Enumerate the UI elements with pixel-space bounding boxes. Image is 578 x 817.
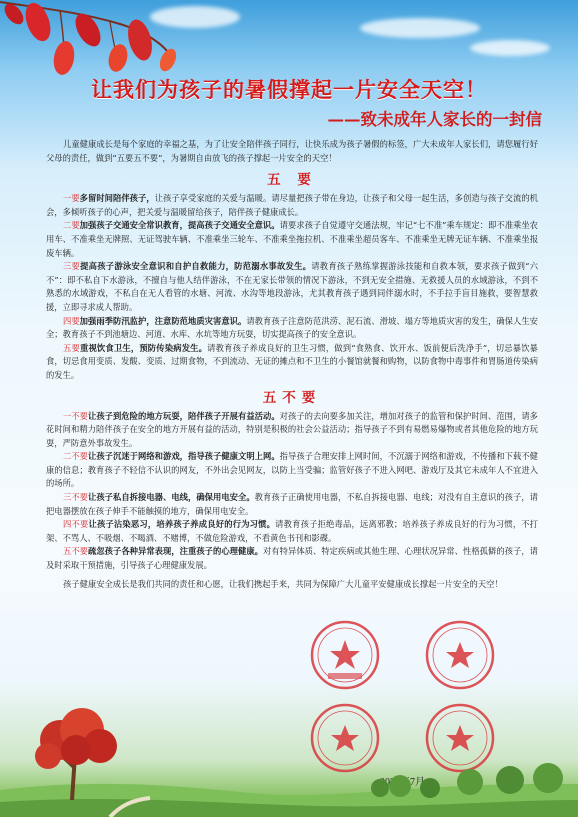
page-title: 让我们为孩子的暑假撑起一片安全天空！: [91, 77, 487, 102]
list-item: 三要提高孩子游泳安全意识和自护自救能力，防范溺水事故发生。请教育孩子熟练掌握游泳技能和自救本领，要求孩子做到“六不”：即不私自下水游泳，不擅自与他人结伴游泳，不在无家长带领的情况下游泳，不到无安全措施、无救援人员的水域游泳，不到不熟悉的水域游戏，不私自在无人看管的水塘、河流、水沟等地段游泳，尤其教育孩子遇到同伴溺水时，不手拉手盲目施救，要智慧救援，立即寻求成人帮助。: [46, 261, 538, 312]
list-item: 一要多留时间陪伴孩子，让孩子享受家庭的关爱与温暖。请尽量把孩子带在身边，让孩子和父母一起生活，多创造与孩子交流的机会，多倾听孩子的心声，把关爱与温暖留给孩子，陪伴孩子健康成长。: [46, 193, 538, 217]
list-item: 五要重视饮食卫生，预防传染病发生。请教育孩子养成良好的卫生习惯，做到“食熟食、饮开水、饭前便后洗净手”，切忌暴饮暴食，切忌食用变质、发酸、变质、过期食物，不到流动、无证的摊点和不卫生的小餐馆就餐和购物，以防食物中毒事件和胃肠道传染病的发生。: [46, 342, 538, 380]
letter-body: [46, 138, 538, 591]
red-tree-illustration: [20, 700, 130, 800]
list-item: 二要加强孩子交通安全常识教育，提高孩子交通安全意识。请要求孩子自觉遵守交通法规，牢记“七不准”乘车规定：即不准乘坐农用车、不准乘坐无牌照、无证驾驶车辆、不准乘坐三轮车、不准乘坐拖拉机、不准乘坐超员客车、不准乘坐无牌无证车辆、不准乘坐报废车辆。: [46, 220, 538, 258]
seal-stamp: [427, 622, 493, 688]
list-item: 四不要让孩子沾染恶习，培养孩子养成良好的行为习惯。请教育孩子拒绝毒品，远离邪教；培养孩子养成良好的行为习惯，不打架、不骂人、不吸烟、不喝酒、不赌博，不做危险游戏，不看黄色书刊和影碟。: [46, 519, 538, 543]
official-seals: [300, 618, 530, 778]
list-item: 三不要让孩子私自拆接电器、电线，确保用电安全。教育孩子正确使用电器，不私自拆接电器、电线；对没有自主意识的孩子，请把电器摆放在孩子伸手不能触摸的地方，确保用电安全。: [46, 492, 538, 516]
closing-paragraph: 孩子健康安全成长是我们共同的责任和心愿，让我们携起手来，共同为保障广大儿童平安健康成长撑起一片安全的天空！: [63, 578, 503, 589]
list-item: 四要加强雨季防汛监护，注意防范地质灾害意识。请教育孩子注意防范洪涝、泥石流、滑坡、塌方等地质灾害的发生，确保人生安全；教育孩子不到池塘边、河道、水库、水坑等地方玩耍，切实提高孩子的安全意识。: [46, 315, 538, 340]
list-item: 五不要疏忽孩子各种异常表现，注重孩子的心理健康。对有特异体质、特定疾病或其他生理、心理状况异常、性格孤僻的孩子，请及时采取干预措施，引导孩子心理健康发展。: [46, 546, 538, 571]
five-dos-heading: 五 要: [267, 172, 317, 189]
list-item: 二不要让孩子沉迷于网络和游戏，指导孩子健康文明上网。指导孩子合理安排上网时间，不沉溺于网络和游戏，不传播和下载不健康的信息；教育孩子不轻信不认识的网友，不外出会见网友，以防上当受骗；监管好孩子不进入网吧、游戏厅及其它未成年人不宜进入的场所。: [46, 451, 538, 489]
five-donts-heading: 五不要: [262, 389, 322, 406]
intro-paragraph: 儿童健康成长是每个家庭的幸福之基，为了让安全陪伴孩子同行，让快乐成为孩子暑假的标签，广大未成年人家长们，请您履行好父母的责任，做到“五要五不要”，为暑期自由放飞的孩子撑起一片安全的天空！: [46, 139, 538, 163]
cloud: [470, 40, 550, 56]
page-subtitle: ——致未成年人家长的一封信: [327, 110, 542, 129]
seal-stamp: [312, 622, 378, 688]
cloud: [360, 18, 480, 38]
list-item: 一不要让孩子到危险的地方玩耍，陪伴孩子开展有益活动。对孩子的去向要多加关注，增加对孩子的监管和保护时间、范围，请多花时间和精力陪伴孩子在安全的地方开展有益的活动，特别是积极的社会公益活动；指导孩子不到有易燃易爆物或者其他危险的地方玩耍，严防意外事故发生。: [46, 410, 538, 448]
